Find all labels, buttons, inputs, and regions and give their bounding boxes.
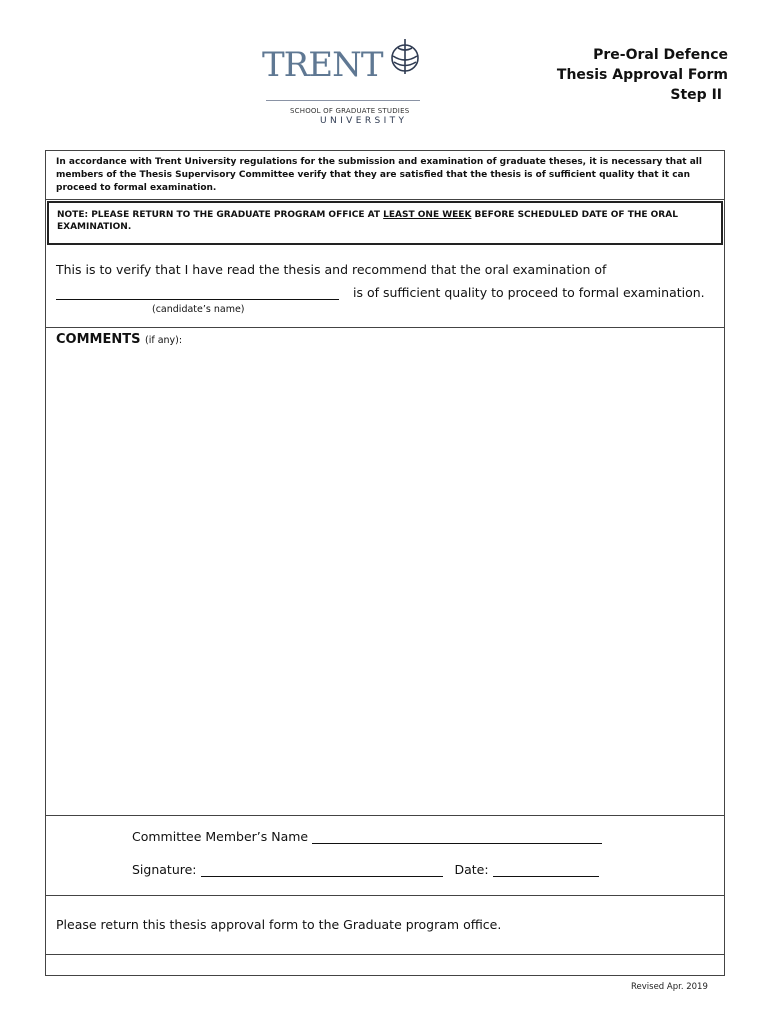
comments-title: COMMENTS xyxy=(56,332,141,347)
title-line-1: Pre-Oral Defence xyxy=(593,47,728,63)
return-instruction: Please return this thesis approval form to the Graduate program office. xyxy=(56,917,502,932)
title-line-2: Thesis Approval Form xyxy=(556,67,728,83)
note-after: BEFORE SCHEDULED DATE OF THE ORAL EXAMINATION. xyxy=(57,210,678,232)
signature-section xyxy=(46,816,724,896)
intro-section xyxy=(46,151,724,200)
signature-field[interactable] xyxy=(201,864,443,877)
comments-heading xyxy=(56,332,182,347)
return-section xyxy=(46,896,724,955)
note-before: NOTE: PLEASE RETURN TO THE GRADUATE PROGRAM OFFICE AT xyxy=(57,210,384,220)
title-line-3: Step II xyxy=(670,87,722,103)
member-name-row xyxy=(132,829,602,844)
member-name-label: Committee Member’s Name xyxy=(132,829,309,844)
revision-date: Revised Apr. 2019 xyxy=(631,982,708,992)
signature-label: Signature: xyxy=(132,862,197,877)
verify-statement: This is to verify that I have read the thesis and recommend that the oral examination of xyxy=(56,262,607,277)
verification-section xyxy=(46,247,724,328)
logo-school-name: SCHOOL OF GRADUATE STUDIES xyxy=(290,107,410,115)
approval-form xyxy=(45,150,725,976)
note-emphasis: LEAST ONE WEEK xyxy=(383,210,472,220)
note-text xyxy=(57,209,707,233)
candidate-name-field[interactable] xyxy=(56,287,339,300)
form-title xyxy=(557,45,728,105)
logo-university: UNIVERSITY xyxy=(320,116,408,126)
intro-text: In accordance with Trent University regulations for the submission and examination of graduate theses, it is necessary that all members of the Thesis Supervisory Committee verify that they are satisfied that the thesis is of sufficient quality that it can proceed to formal examination. xyxy=(56,157,702,193)
date-field[interactable] xyxy=(493,864,599,877)
logo-wordmark: TRENT xyxy=(262,45,383,85)
logo-divider xyxy=(266,100,420,101)
verify-statement-cont xyxy=(56,285,705,300)
verify-line2-text: is of sufficient quality to proceed to formal examination. xyxy=(353,285,705,300)
date-label: Date: xyxy=(454,862,489,877)
candidate-name-label: (candidate’s name) xyxy=(152,304,245,315)
comments-subtitle: (if any): xyxy=(145,335,183,346)
signature-row xyxy=(132,862,599,877)
trent-university-logo xyxy=(262,38,422,126)
trent-logo-icon xyxy=(262,38,422,118)
member-name-field[interactable] xyxy=(312,831,602,844)
note-section xyxy=(47,201,723,245)
comments-section[interactable] xyxy=(46,328,724,816)
